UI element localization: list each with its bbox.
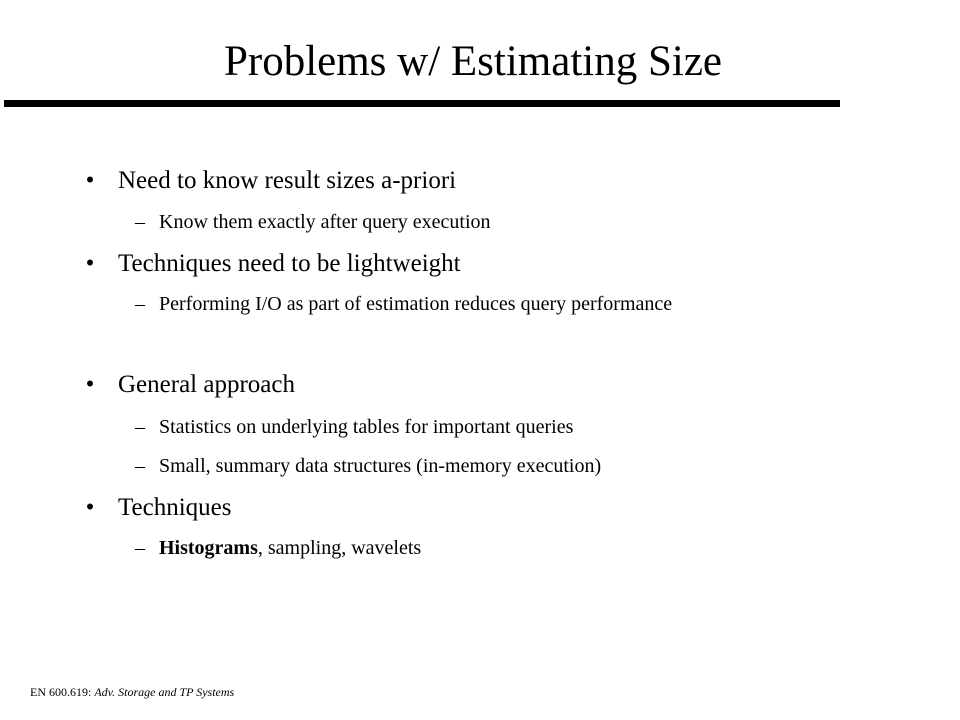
bullet-text: Need to know result sizes a-priori bbox=[118, 167, 457, 194]
sub-bullet-text: Performing I/O as part of estimation reduces query performance bbox=[159, 293, 673, 315]
sub-bullet-text: Small, summary data structures (in-memory execution) bbox=[159, 455, 602, 477]
footer-separator: : bbox=[88, 685, 95, 699]
bullet-icon: • bbox=[85, 494, 95, 521]
sub-bullet-text bbox=[159, 535, 421, 561]
bullet-text: Techniques bbox=[118, 494, 232, 521]
bullet-text: Techniques need to be lightweight bbox=[118, 250, 461, 277]
bullet-icon: • bbox=[85, 371, 95, 398]
slide-title: Problems w/ Estimating Size bbox=[223, 38, 723, 85]
dash-icon: – bbox=[135, 293, 145, 315]
course-title: Adv. Storage and TP Systems bbox=[94, 685, 235, 699]
dash-icon: – bbox=[135, 455, 145, 477]
sub-bullet-text: Statistics on underlying tables for important queries bbox=[159, 416, 574, 438]
dash-icon: – bbox=[135, 537, 145, 559]
title-rule bbox=[4, 100, 840, 107]
sub-bullet-text: Know them exactly after query execution bbox=[159, 211, 491, 233]
bullet-icon: • bbox=[85, 250, 95, 277]
course-code: EN 600.619 bbox=[30, 685, 88, 699]
emphasis-text: Histograms bbox=[159, 537, 258, 559]
bullet-text: General approach bbox=[118, 371, 295, 398]
dash-icon: – bbox=[135, 211, 145, 233]
sub-bullet-rest-text: , sampling, wavelets bbox=[257, 537, 422, 559]
slide-footer bbox=[30, 684, 234, 700]
dash-icon: – bbox=[135, 416, 145, 438]
bullet-icon: • bbox=[85, 167, 95, 194]
